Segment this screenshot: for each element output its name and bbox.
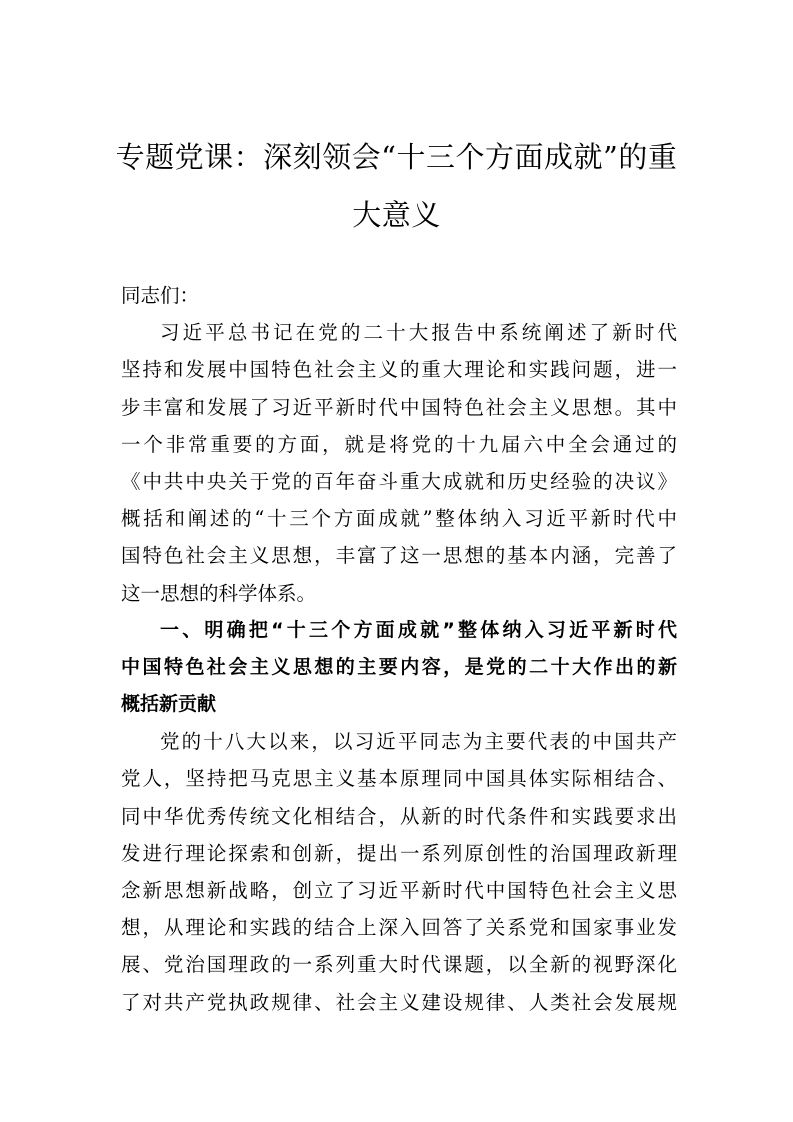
paragraph-line: 了对共产党执政规律、社会主义建设规律、人类社会发展规 [121, 990, 677, 1014]
paragraph-line: 党人，坚持把马克思主义基本原理同中国具体实际相结合、 [121, 767, 677, 791]
paragraph-line: 想，从理论和实践的结合上深入回答了关系党和国家事业发 [121, 916, 677, 940]
heading-line: 中国特色社会主义思想的主要内容，是党的二十大作出的新 [121, 655, 677, 678]
title-line-1: 专题党课：深刻领会“十三个方面成就”的重 [115, 140, 678, 174]
paragraph-line: 念新思想新战略，创立了习近平新时代中国特色社会主义思 [121, 879, 677, 902]
heading-line: 一、明确把“十三个方面成就”整体纳入习近平新时代 [160, 618, 677, 641]
paragraph-line: 同中华优秀传统文化相结合，从新的时代条件和实践要求出 [121, 804, 677, 828]
paragraph-line: 步丰富和发展了习近平新时代中国特色社会主义思想。其中 [121, 395, 677, 419]
paragraph-1 [121, 314, 677, 612]
paragraph-2 [121, 723, 677, 1021]
paragraph-line: 习近平总书记在党的二十大报告中系统阐述了新时代 [160, 321, 677, 345]
title-line-2: 大意义 [352, 198, 441, 232]
paragraph-line: 坚持和发展中国特色社会主义的重大理论和实践问题，进一 [121, 358, 677, 382]
paragraph-line: 展、党治国理政的一系列重大时代课题，以全新的视野深化 [121, 953, 677, 977]
paragraph-line: 这一思想的科学体系。 [121, 581, 317, 605]
paragraph-line: 一个非常重要的方面，就是将党的十九届六中全会通过的 [121, 432, 677, 456]
salutation: 同志们： [121, 284, 200, 307]
document-title [100, 128, 693, 244]
section-heading-1 [121, 612, 677, 724]
paragraph-line: 国特色社会主义思想，丰富了这一思想的基本内涵，完善了 [121, 544, 677, 568]
paragraph-line: 《中共中央关于党的百年奋斗重大成就和历史经验的决议》 [121, 469, 677, 493]
heading-line: 概括新贡献 [121, 693, 217, 716]
document-body [121, 277, 677, 1021]
paragraph-line: 概括和阐述的“十三个方面成就”整体纳入习近平新时代中 [121, 507, 677, 531]
paragraph-line: 党的十八大以来，以习近平同志为主要代表的中国共产 [160, 730, 677, 754]
paragraph-line: 发进行理论探索和创新，提出一系列原创性的治国理政新理 [121, 841, 677, 865]
